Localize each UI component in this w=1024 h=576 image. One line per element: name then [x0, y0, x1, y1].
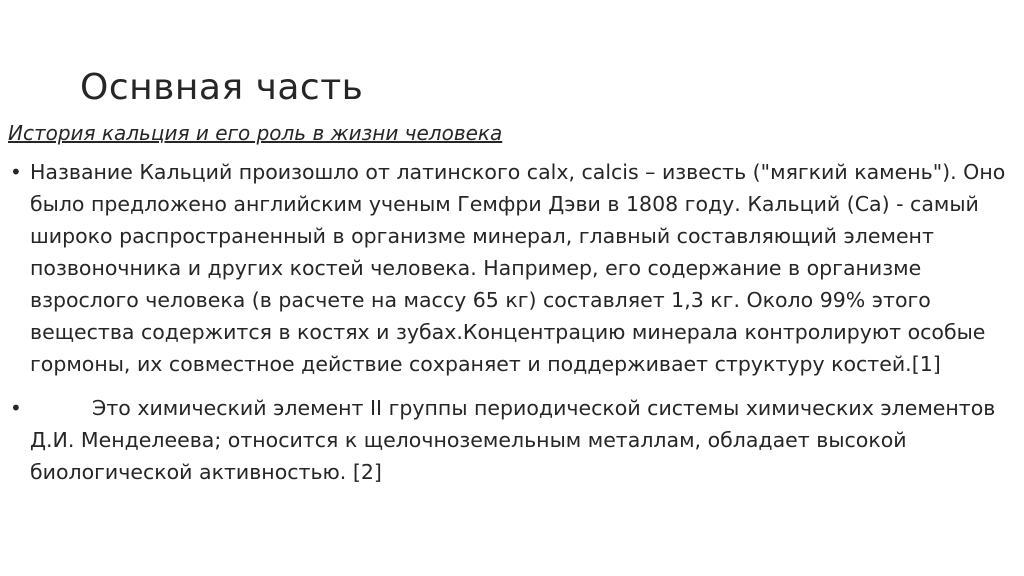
bullet-dot-icon: •	[10, 160, 22, 184]
bullet-dot-icon: •	[10, 396, 22, 420]
bullet-item	[8, 392, 1013, 488]
bullet-item	[8, 156, 1013, 380]
bullet-list	[8, 156, 1013, 500]
bullet-text: Название Кальций произошло от латинского calx, calcis – известь ("мягкий камень"). Оно было предложено английским ученым Гемфри Дэви в 1808 году. Кальций (Са) - самый широко распространенный в организме минерал, главный составляющий элемент позвоночника и других костей человека. Например, его содержание в организме взрослого человека (в расчете на массу 65 кг) составляет 1,3 кг. Около 99% этого вещества содержится в костях и зубах.Концентрацию минерала контролируют особые гормоны, их совместное действие сохраняет и поддерживает структуру костей.[1]	[30, 160, 1006, 376]
slide-subtitle: История кальция и его роль в жизни человека	[8, 121, 503, 145]
bullet-text: Это химический элемент II группы периодической системы химических элементов Д.И. Менделеева; относится к щелочноземельным металлам, обладает высокой биологической активностью. [2]	[30, 396, 996, 484]
slide-title: Оснвная часть	[80, 67, 364, 108]
